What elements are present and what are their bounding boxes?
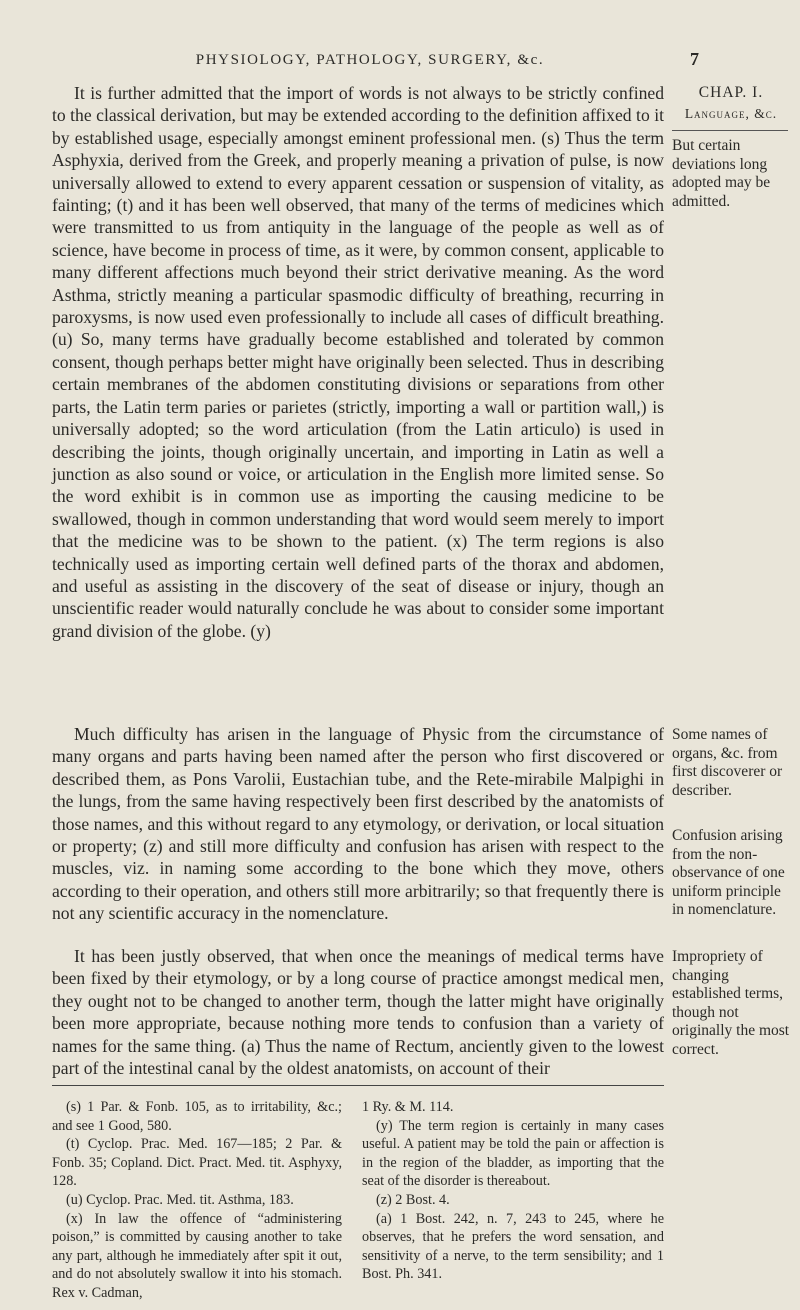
margin-note: Some names of organs, &c. from first discoverer or describer. [672,726,783,799]
chapter-number: CHAP. I. [698,84,764,101]
margin-note: But certain deviations long adopted may be admitted. [672,137,771,210]
footnote: (x) In law the offence of “administering poison,” is committed by causing another to take any part, although he immediately after spit it out, and do not absolutely swallow it into his stomach. Rex v. Cadman, [52,1210,342,1301]
margin-note: Impropriety of changing established terms, though not originally the most correct. [672,948,790,1058]
page-number: 7 [690,49,699,69]
margin-note: Confusion arising from the non-observance of one uniform principle in nomenclature. [672,827,785,918]
footnote: (u) Cyclop. Prac. Med. tit. Asthma, 183. [66,1191,294,1208]
chapter-subject: Language, &c. [684,105,778,121]
chapter-divider [672,130,788,131]
footnote-divider [52,1085,664,1086]
body-paragraph-3 [52,945,664,1079]
footnote: (t) Cyclop. Prac. Med. 167—185; 2 Par. & Fonb. 35; Copland. Dict. Pract. Med. tit. Asphyxy, 128. [52,1136,342,1190]
body-paragraph-2 [52,723,664,925]
footnote: (y) The term region is certainly in many cases useful. A patient may be told the pain or affection is in the region of the bladder, as importing that the seat of the disorder is thereabout. [362,1117,664,1190]
footnote: (s) 1 Par. & Fonb. 105, as to irritability, &c.; and see 1 Good, 580. [52,1099,342,1134]
chapter-heading [672,84,790,123]
footnote-continuation: 1 Ry. & M. 114. [362,1099,454,1115]
paragraph-text: Much difficulty has arisen in the language of Physic from the circumstance of many organs and parts having been named after the person who first discovered or described them, as Pons Varolii, Eustachian tube, and the Rete-mirabile Malpighi in the lungs, from the same having respectively been first described by the anatomists of those names, and this without regard to any etymology, or derivation, or local situation or property; (z) and still more difficulty and confusion has arisen with respect to the muscles, viz. in naming some according to the bone which they move, others according to their operation, and others still more arbitrarily; so that frequently there is not any scientific accuracy in the nomenclature. [52,724,664,924]
footnotes-left-column [52,1098,342,1303]
paragraph-text: It is further admitted that the import of words is not always to be strictly confined to the classical derivation, but may be extended according to the definition affixed to it by established usage, especially amongst eminent professional men. (s) Thus the term Asphyxia, derived from the Greek, and properly meaning a privation of pulse, is now universally allowed to extend to every apparent cessation or suspension of vitality, as fainting; (t) and it has been well observed, that many of the terms of medicines which were transmitted to us from antiquity in the language of the people as well as of science, have become in process of time, as it were, by common consent, applicable to many different affections much beyond their strict derivative meaning. As the word Asthma, strictly meaning a particular spasmodic difficulty of breathing, recurring in paroxysms, is now used even professionally to include all cases of difficult breathing. (u) So, many terms have gradually become established and tolerated by common consent, though perhaps better might have originally been selected. Thus in describing certain membranes of the abdomen constituting divisions or separations from other parts, the Latin term paries or parietes (strictly, importing a wall or partition wall,) is universally adopted; so the word articulation (from the Latin articulo) is used in describing the joints, though originally uncertain, and importing in Latin as well a junction as also sound or voice, or articulation in the English more limited sense. So the word exhibit is in common use as importing the causing medicine to be swallowed, though in common understanding that word would seem merely to import that the medicine was to be shown to the patient. (x) The term regions is also technically used as importing certain well defined parts of the thorax and abdomen, and useful as assisting in the discovery of the seat of disease or injury, though an unscientific reader would naturally conclude he was about to consider some important grand division of the globe. (y) [52,83,664,641]
footnote: (z) 2 Bost. 4. [376,1191,450,1208]
paragraph-text: It has been justly observed, that when once the meanings of medical terms have been fixed by their etymology, or by a long course of practice amongst medical men, they ought not to be changed to another term, though the latter might have originally been more appropriate, because nothing more tends to confusion than a variety of names for the same thing. (a) Thus the name of Rectum, anciently given to the lowest part of the intestinal canal by the oldest anatomists, on account of their [52,946,664,1079]
footnote: (a) 1 Bost. 242, n. 7, 243 to 245, where he observes, that he prefers the word sensation, and sensitivity of a nerve, to the term sensibility; and 1 Bost. Ph. 341. [362,1210,664,1283]
footnotes-right-column [362,1098,664,1284]
running-head: PHYSIOLOGY, PATHOLOGY, SURGERY, &c. [195,52,545,68]
body-paragraph-1 [52,82,664,642]
